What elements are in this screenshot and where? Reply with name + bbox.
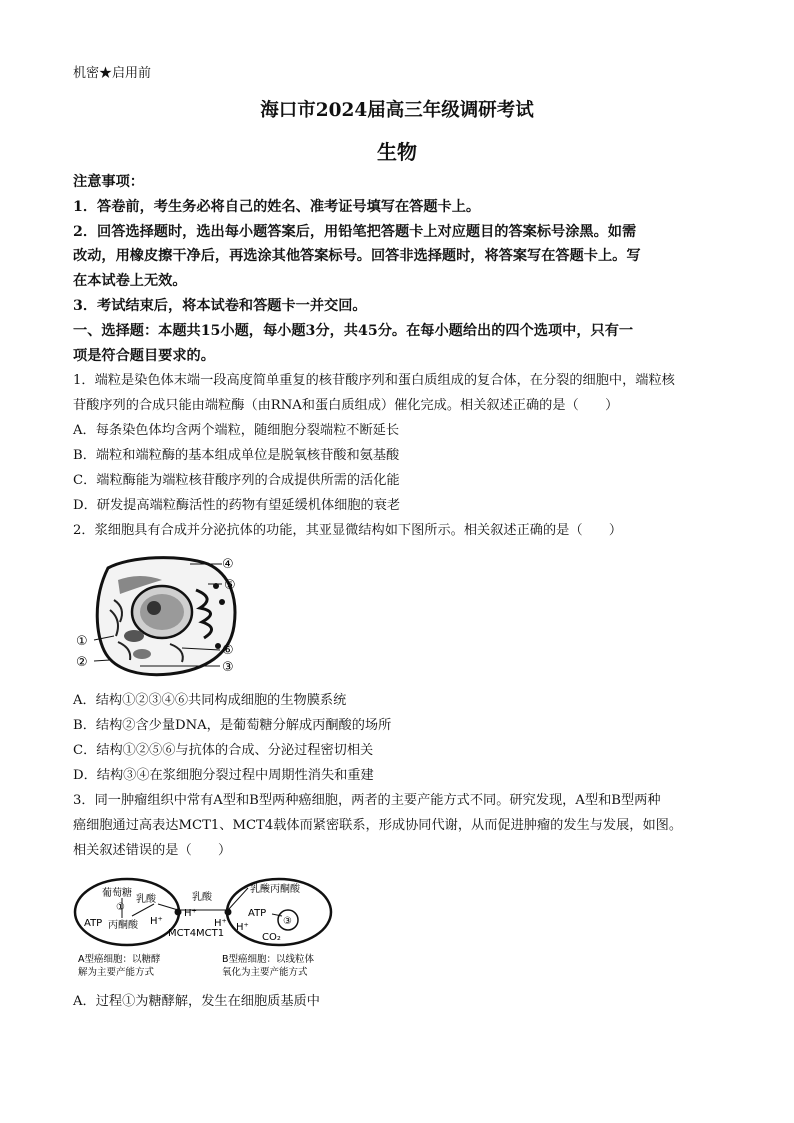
q2-option-b: B．结构②含少量DNA，是葡萄糖分解成丙酮酸的场所 bbox=[73, 718, 392, 733]
exam-title: 海口市2024届高三年级调研考试 bbox=[260, 100, 534, 121]
label-co2: CO₂ bbox=[262, 932, 281, 943]
notes-line: 1．答卷前，考生务必将自己的姓名、准考证号填写在答题卡上。 bbox=[73, 199, 481, 215]
figure-caption-a: 解为主要产能方式 bbox=[78, 967, 155, 978]
figure-label: ① bbox=[76, 634, 88, 649]
q1-option-c: C．端粒酶能为端粒核苷酸序列的合成提供所需的活化能 bbox=[73, 473, 400, 488]
plasma-cell-figure bbox=[70, 550, 250, 680]
figure-caption-b: 氧化为主要产能方式 bbox=[222, 967, 308, 978]
figure-caption-b: B型癌细胞：以线粒体 bbox=[222, 954, 315, 965]
q3-stem: 癌细胞通过高表达MCT1、MCT4载体而紧密联系，形成协同代谢，从而促进肿瘤的发生与发展，如图。 bbox=[73, 818, 683, 833]
q2-option-c: C．结构①②⑤⑥与抗体的合成、分泌过程密切相关 bbox=[73, 743, 374, 758]
label-glucose: 葡萄糖 bbox=[102, 888, 132, 899]
subject-title: 生物 bbox=[377, 140, 417, 164]
q2-option-d: D．结构③④在浆细胞分裂过程中周期性消失和重建 bbox=[73, 768, 374, 783]
notes-line: 3．考试结束后，将本试卷和答题卡一并交回。 bbox=[73, 298, 367, 314]
q1-option-d: D．研发提高端粒酶活性的药物有望延缓机体细胞的衰老 bbox=[73, 498, 401, 513]
figure-caption-a: A型癌细胞：以糖酵 bbox=[78, 954, 161, 965]
figure-label: ② bbox=[76, 655, 88, 670]
step-3-label: ③ bbox=[283, 916, 292, 927]
label-h-plus: H⁺ bbox=[150, 916, 163, 927]
label-lactate: 乳酸 bbox=[136, 894, 156, 905]
label-h-plus: H⁺ bbox=[184, 908, 197, 919]
figure-label: ⑤ bbox=[224, 578, 236, 593]
section-heading: 一、选择题：本题共15小题，每小题3分，共45分。在每小题给出的四个选项中，只有一 bbox=[73, 323, 634, 339]
notes-heading: 注意事项： bbox=[73, 174, 144, 190]
figure-label: ③ bbox=[222, 660, 234, 675]
label-lactate: 乳酸 bbox=[192, 892, 212, 903]
q2-option-a: A．结构①②③④⑥共同构成细胞的生物膜系统 bbox=[73, 693, 347, 708]
figure-label: ⑥ bbox=[222, 643, 234, 658]
section-heading: 项是符合题目要求的。 bbox=[73, 348, 215, 364]
notes-line: 2．回答选择题时，选出每小题答案后，用铅笔把答题卡上对应题目的答案标号涂黑。如需 bbox=[73, 224, 637, 240]
q3-option-a: A．过程①为糖酵解，发生在细胞质基质中 bbox=[73, 994, 320, 1009]
label-atp: ATP bbox=[248, 908, 267, 919]
label-mct1: MCT1 bbox=[196, 928, 225, 939]
q1-stem: 苷酸序列的合成只能由端粒酶（由RNA和蛋白质组成）催化完成。相关叙述正确的是（ ） bbox=[73, 398, 619, 413]
secret-label: 机密★启用前 bbox=[73, 66, 152, 81]
notes-line: 改动，用橡皮擦干净后，再选涂其他答案标号。回答非选择题时，将答案写在答题卡上。写 bbox=[73, 248, 641, 264]
cancer-metabolism-figure bbox=[72, 874, 334, 984]
q1-option-b: B．端粒和端粒酶的基本组成单位是脱氧核苷酸和氨基酸 bbox=[73, 448, 400, 463]
label-pyruvate: 丙酮酸 bbox=[108, 920, 138, 931]
label-mct4: MCT4 bbox=[168, 928, 197, 939]
label-atp: ATP bbox=[84, 918, 103, 929]
label-pyruvate: 丙酮酸 bbox=[270, 884, 300, 895]
step-1-label: ① bbox=[116, 902, 125, 913]
figure-label: ④ bbox=[222, 557, 234, 572]
label-h-plus: H⁺ bbox=[236, 922, 249, 933]
q3-stem: 相关叙述错误的是（ ） bbox=[73, 843, 232, 858]
q3-stem: 3．同一肿瘤组织中常有A型和B型两种癌细胞，两者的主要产能方式不同。研究发现，A型和B型两种 bbox=[73, 793, 661, 808]
q1-option-a: A．每条染色体均含两个端粒，随细胞分裂端粒不断延长 bbox=[73, 423, 400, 438]
label-h-plus: H⁺ bbox=[214, 918, 227, 929]
q1-stem: 1．端粒是染色体末端一段高度简单重复的核苷酸序列和蛋白质组成的复合体，在分裂的细胞中，端粒核 bbox=[73, 373, 675, 388]
q2-stem: 2．浆细胞具有合成并分泌抗体的功能，其亚显微结构如下图所示。相关叙述正确的是（ ） bbox=[73, 523, 623, 538]
label-lactate: 乳酸 bbox=[250, 884, 270, 895]
notes-line: 在本试卷上无效。 bbox=[73, 273, 187, 289]
